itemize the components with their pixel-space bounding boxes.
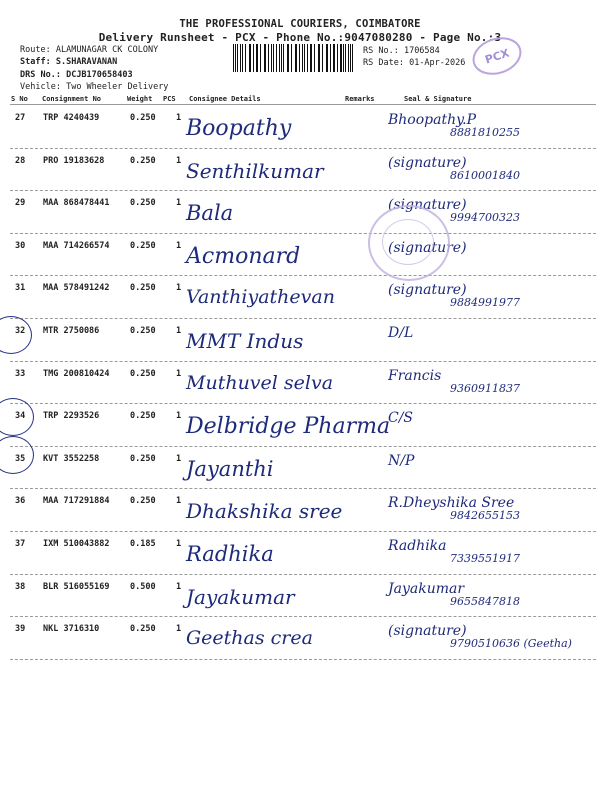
signature-note: 8610001840 bbox=[450, 168, 520, 182]
staff-value: S.SHARAVANAN bbox=[55, 57, 118, 67]
row-pcs: 1 bbox=[176, 496, 182, 507]
rs-no-label: RS No.: bbox=[363, 46, 399, 56]
receiver-signature: Jayakumar bbox=[388, 580, 465, 597]
consignee-handwritten-name: Vanthiyathevan bbox=[186, 286, 335, 309]
receiver-signature: Radhika bbox=[388, 538, 447, 554]
signature-note: 8881810255 bbox=[450, 126, 520, 139]
route-value: ALAMUNAGAR CK COLONY bbox=[55, 45, 159, 55]
table-row bbox=[10, 617, 600, 659]
row-sno: 36 bbox=[15, 496, 26, 507]
drs-value: DCJB170658403 bbox=[66, 70, 133, 80]
consignee-handwritten-name: Bala bbox=[186, 201, 234, 226]
row-pcs: 1 bbox=[176, 326, 182, 336]
signature-note: 9884991977 bbox=[450, 296, 520, 310]
row-pcs: 1 bbox=[176, 368, 182, 379]
row-consignment: NKL 3716310 bbox=[43, 624, 100, 635]
barcode-bar bbox=[334, 44, 335, 72]
table-row bbox=[10, 319, 600, 361]
barcode-bar bbox=[273, 44, 274, 72]
row-consignment: MTR 2750086 bbox=[43, 326, 100, 336]
row-sno: 32 bbox=[15, 326, 26, 336]
consignee-handwritten-name: Dhakshika sree bbox=[186, 499, 343, 524]
row-sno: 33 bbox=[15, 368, 26, 379]
row-sno: 38 bbox=[15, 581, 26, 592]
row-sno: 27 bbox=[15, 113, 26, 123]
row-pcs: 1 bbox=[176, 155, 182, 166]
row-weight: 0.250 bbox=[130, 496, 156, 507]
barcode-bar bbox=[311, 44, 312, 72]
barcode bbox=[233, 44, 356, 72]
table-row bbox=[10, 575, 600, 617]
row-weight: 0.250 bbox=[130, 326, 156, 336]
drs-line bbox=[20, 70, 133, 80]
row-weight: 0.250 bbox=[130, 198, 156, 209]
row-consignment: TMG 200810424 bbox=[43, 368, 110, 379]
receiver-seal bbox=[368, 205, 450, 281]
row-pcs: 1 bbox=[176, 539, 182, 549]
row-weight: 0.250 bbox=[130, 155, 156, 166]
signature-note: 9655847818 bbox=[450, 594, 520, 608]
barcode-bar bbox=[352, 44, 353, 72]
route-label: Route: bbox=[20, 45, 51, 55]
receiver-signature: D/L bbox=[388, 325, 414, 341]
col-weight: Weight bbox=[127, 95, 153, 103]
consignee-handwritten-name: Jayanthi bbox=[186, 456, 274, 481]
row-sno: 28 bbox=[15, 155, 26, 166]
row-sno: 37 bbox=[15, 539, 26, 549]
row-consignment: BLR 516055169 bbox=[43, 581, 110, 592]
runsheet-subtitle: Delivery Runsheet - PCX - Phone No.:9047080280 - Page No.:3 bbox=[98, 31, 502, 44]
row-weight: 0.250 bbox=[130, 283, 156, 294]
row-weight: 0.250 bbox=[130, 368, 156, 379]
vehicle-value: Two Wheeler Delivery bbox=[66, 82, 169, 92]
route-line bbox=[20, 45, 158, 55]
receiver-signature: Francis bbox=[388, 367, 442, 384]
row-pcs: 1 bbox=[176, 411, 182, 422]
consignee-handwritten-name: Delbridge Pharma bbox=[186, 414, 391, 440]
row-consignment: KVT 3552258 bbox=[43, 453, 100, 464]
table-row bbox=[10, 106, 600, 148]
row-consignment: TRP 2293526 bbox=[43, 411, 100, 422]
row-weight: 0.250 bbox=[130, 624, 156, 635]
staff-line bbox=[20, 57, 117, 67]
consignee-handwritten-name: Senthilkumar bbox=[186, 158, 324, 183]
barcode-bar bbox=[257, 44, 258, 72]
row-sno: 35 bbox=[15, 453, 26, 464]
barcode-bar bbox=[304, 44, 305, 72]
table-row bbox=[10, 404, 600, 446]
stamp-text: PCX bbox=[483, 46, 511, 66]
row-consignment: MAA 714266574 bbox=[43, 240, 110, 251]
table-row bbox=[10, 234, 600, 276]
row-pcs: 1 bbox=[176, 240, 182, 251]
row-pcs: 1 bbox=[176, 198, 182, 209]
barcode-bar bbox=[271, 44, 272, 72]
consignee-handwritten-name: Boopathy bbox=[186, 116, 292, 141]
barcode-bar bbox=[314, 44, 315, 72]
rs-no-value: 1706584 bbox=[403, 46, 440, 56]
consignee-handwritten-name: Geethas crea bbox=[186, 627, 313, 650]
row-consignment: IXM 510043882 bbox=[43, 539, 110, 549]
barcode-bar bbox=[245, 44, 246, 72]
receiver-signature: (signature) bbox=[388, 197, 467, 214]
table-row bbox=[10, 447, 600, 489]
consignee-handwritten-name: Radhika bbox=[186, 542, 274, 566]
row-weight: 0.185 bbox=[130, 539, 156, 549]
receiver-signature: (signature) bbox=[388, 239, 467, 256]
signature-note: 9360911837 bbox=[450, 381, 520, 395]
row-sno: 39 bbox=[15, 624, 26, 635]
rs-date-value: 01-Apr-2026 bbox=[409, 58, 466, 68]
row-pcs: 1 bbox=[176, 581, 182, 592]
row-pcs: 1 bbox=[176, 624, 182, 635]
barcode-bar bbox=[233, 44, 234, 72]
receiver-signature: N/P bbox=[388, 452, 415, 469]
row-consignment: MAA 578491242 bbox=[43, 283, 110, 294]
row-sno: 31 bbox=[15, 283, 26, 294]
vehicle-line bbox=[20, 82, 168, 92]
barcode-bar bbox=[322, 44, 323, 72]
table-row bbox=[10, 532, 600, 574]
row-divider bbox=[10, 659, 596, 660]
row-weight: 0.250 bbox=[130, 411, 156, 422]
consignee-handwritten-name: Muthuvel selva bbox=[186, 371, 334, 394]
col-consignment: Consignment No bbox=[42, 95, 102, 103]
col-consignee: Consignee Details bbox=[189, 95, 261, 103]
table-row bbox=[10, 276, 600, 318]
row-weight: 0.500 bbox=[130, 581, 156, 592]
col-sno: S No bbox=[11, 95, 28, 103]
receiver-signature: R.Dheyshika Sree bbox=[388, 495, 515, 512]
rs-date-label: RS Date: bbox=[363, 58, 404, 68]
receiver-signature: (signature) bbox=[388, 154, 467, 171]
consignee-handwritten-name: MMT Indus bbox=[186, 329, 304, 353]
receiver-signature: (signature) bbox=[388, 282, 467, 299]
row-pcs: 1 bbox=[176, 113, 182, 123]
barcode-bar bbox=[240, 44, 241, 72]
col-pcs: PCS bbox=[163, 95, 176, 103]
table-row bbox=[10, 362, 600, 404]
barcode-bar bbox=[288, 44, 289, 72]
company-title: THE PROFESSIONAL COURIERS, COIMBATORE bbox=[179, 18, 421, 30]
barcode-bar bbox=[291, 44, 292, 72]
barcode-bar bbox=[281, 44, 282, 72]
receiver-signature: C/S bbox=[388, 410, 414, 427]
row-sno: 29 bbox=[15, 198, 26, 209]
row-weight: 0.250 bbox=[130, 240, 156, 251]
staff-label: Staff: bbox=[20, 57, 51, 67]
barcode-bar bbox=[264, 44, 265, 72]
row-sno: 30 bbox=[15, 240, 26, 251]
consignee-handwritten-name: Acmonard bbox=[186, 243, 301, 269]
signature-note: 9994700323 bbox=[450, 211, 520, 225]
signature-note: 7339551917 bbox=[450, 552, 520, 565]
consignee-handwritten-name: Jayakumar bbox=[186, 584, 295, 609]
rs-no-line bbox=[363, 46, 440, 56]
barcode-bar bbox=[340, 44, 341, 72]
rs-date-line bbox=[363, 58, 465, 68]
row-pcs: 1 bbox=[176, 453, 182, 464]
vehicle-label: Vehicle: bbox=[20, 82, 61, 92]
signature-note: 9790510636 (Geetha) bbox=[450, 637, 572, 651]
row-sno: 34 bbox=[15, 411, 26, 422]
row-weight: 0.250 bbox=[130, 453, 156, 464]
barcode-bar bbox=[327, 44, 328, 72]
signature-note: 9842655153 bbox=[450, 509, 520, 523]
row-consignment: MAA 868478441 bbox=[43, 198, 110, 209]
table-row bbox=[10, 191, 600, 233]
row-weight: 0.250 bbox=[130, 113, 156, 123]
barcode-bar bbox=[348, 44, 349, 72]
receiver-signature: (signature) bbox=[388, 623, 467, 640]
col-seal-signature: Seal & Signature bbox=[404, 95, 472, 103]
col-remarks: Remarks bbox=[345, 95, 375, 103]
row-consignment: MAA 717291884 bbox=[43, 496, 110, 507]
row-consignment: PRO 19183628 bbox=[43, 155, 105, 166]
barcode-bar bbox=[249, 44, 250, 72]
table-row bbox=[10, 489, 600, 531]
table-row bbox=[10, 149, 600, 191]
row-consignment: TRP 4240439 bbox=[43, 113, 100, 123]
barcode-bar bbox=[299, 44, 300, 72]
receiver-signature: Bhoopathy.P bbox=[388, 112, 477, 128]
row-pcs: 1 bbox=[176, 283, 182, 294]
drs-label: DRS No.: bbox=[20, 70, 61, 80]
header-rule bbox=[10, 104, 596, 105]
